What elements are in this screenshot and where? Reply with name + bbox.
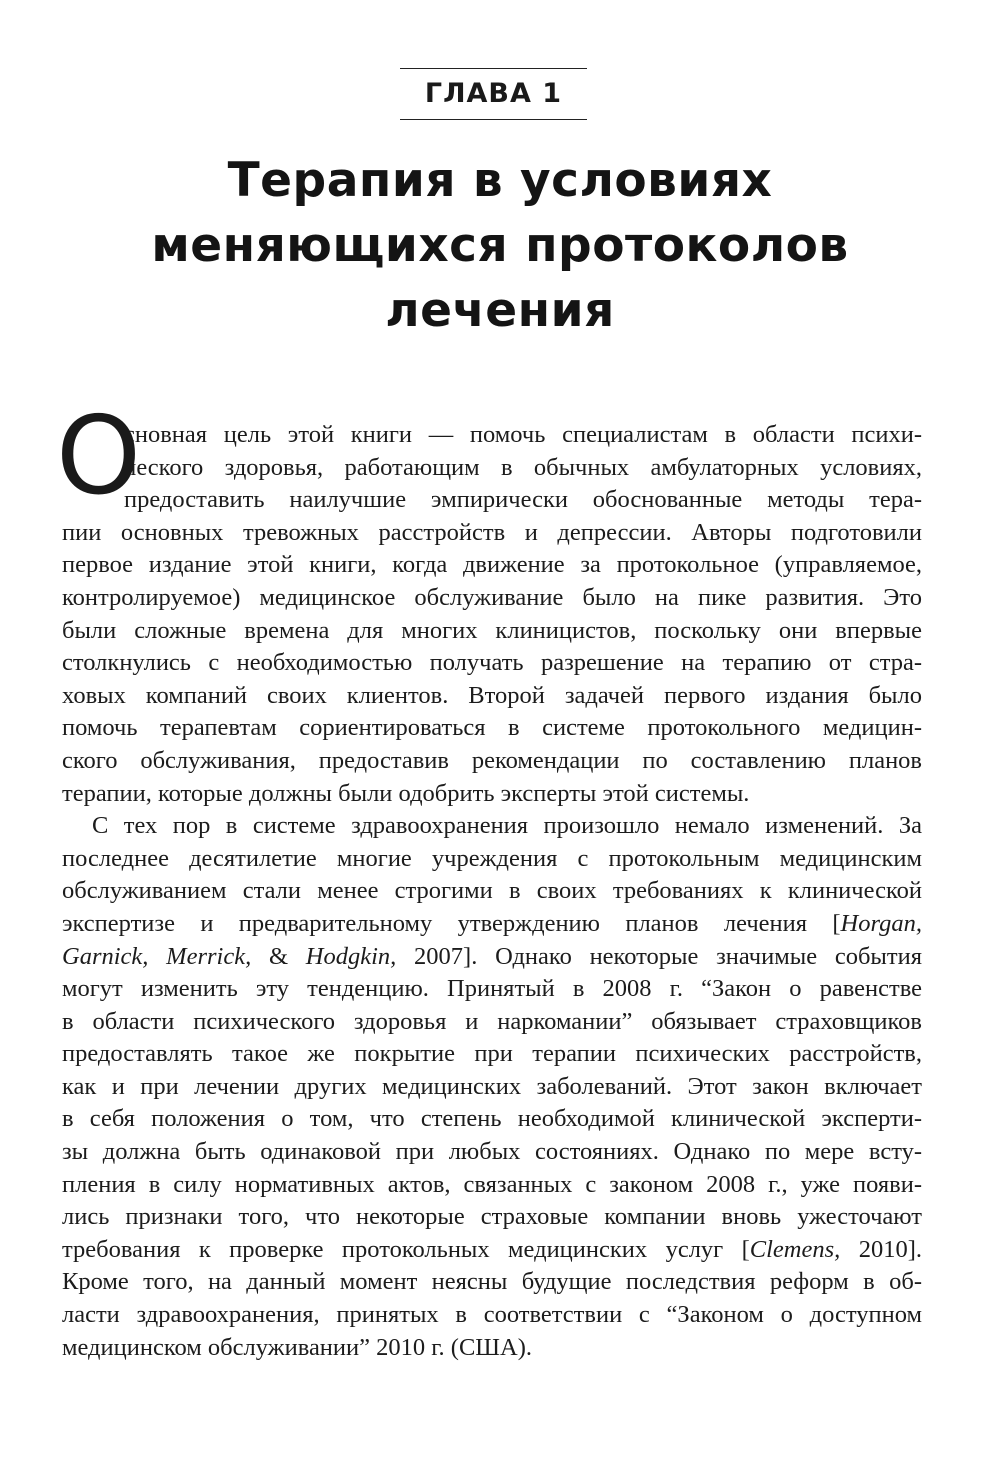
text-line-citation [62, 908, 922, 941]
text-line-citation [62, 1234, 922, 1267]
text-line: могут изменить эту тенденцию. Принятый в 2008 г. “Закон о равенстве [62, 975, 922, 1003]
text-line: сновная цель этой книги — помочь специалистам в области психи- [124, 421, 922, 448]
chapter-title [60, 148, 940, 343]
chapter-title-line: лечения [385, 283, 615, 338]
text-line: медицинском обслуживании” 2010 г. (США). [62, 1333, 532, 1361]
text-line: лись признаки того, что некоторые страховые компании вновь ужесточают [62, 1203, 922, 1231]
chapter-rule-bottom [400, 119, 587, 120]
citation-text: 2007]. Однако некоторые значимые события [396, 942, 922, 970]
text-line-citation [62, 941, 922, 974]
citation-author: Garnick, Merrick, [62, 942, 252, 970]
text-line: ского обслуживания, предоставив рекомендации по составлению планов [62, 746, 922, 774]
text-line: как и при лечении других медицинских заболеваний. Этот закон включает [62, 1072, 922, 1100]
text-line: ласти здравоохранения, принятых в соответствии с “Законом о доступном [62, 1301, 922, 1329]
text-line: контролируемое) медицинское обслуживание было на пике развития. Это [62, 583, 922, 611]
text-line: С тех пор в системе здравоохранения произошло немало изменений. За [92, 812, 922, 840]
text-line: ческого здоровья, работающим в обычных амбулаторных условиях, [124, 453, 922, 481]
citation-text: экспертизе и предварительному утверждению планов лечения [ [62, 909, 841, 937]
chapter-label: ГЛАВА 1 [424, 78, 563, 109]
text-line: предоставить наилучшие эмпирически обоснованные методы тера- [124, 486, 922, 514]
chapter-title-line: Терапия в условиях [227, 153, 773, 208]
citation-text: 2010]. [840, 1235, 922, 1263]
citation-author: Hodgkin, [305, 942, 397, 970]
text-line: пления в силу нормативных актов, связанных с законом 2008 г., уже появи- [62, 1170, 922, 1198]
text-line: помочь терапевтам сориентироваться в системе протокольного медицин- [62, 714, 922, 742]
text-line: обслуживанием стали менее строгими в своих требованиях к клинической [62, 877, 922, 905]
paragraph-2 [62, 810, 922, 1364]
text-line: последнее десятилетие многие учреждения с протокольным медицинским [62, 844, 922, 872]
text-line: были сложные времена для многих клиницистов, поскольку они впервые [62, 616, 922, 644]
text-line: предоставлять такое же покрытие при терапии психических расстройств, [62, 1040, 922, 1068]
citation-author: Horgan, [840, 909, 922, 937]
paragraph-1 [56, 394, 922, 810]
citation-author: Clemens, [749, 1235, 841, 1263]
text-line: ховых компаний своих клиентов. Второй задачей первого издания было [62, 681, 922, 709]
drop-cap: О [56, 394, 142, 519]
text-line: Кроме того, на данный момент неясны будущие последствия реформ в об- [62, 1268, 922, 1296]
body-text [56, 394, 922, 1364]
citation-text: & [251, 942, 306, 970]
text-line: в себя положения о том, что степень необходимой клинической эксперти- [62, 1105, 922, 1133]
text-line: зы должна быть одинаковой при любых состояниях. Однако по мере всту- [62, 1138, 922, 1166]
text-line: первое издание этой книги, когда движение за протокольное (управляемое, [62, 551, 922, 579]
text-line: в области психического здоровья и наркомании” обязывает страховщиков [62, 1007, 922, 1035]
chapter-heading [400, 68, 587, 120]
text-line: пии основных тревожных расстройств и депрессии. Авторы подготовили [62, 518, 922, 546]
text-line: столкнулись с необходимостью получать разрешение на терапию от стра- [62, 649, 922, 677]
text-line: терапии, которые должны были одобрить эксперты этой системы. [62, 779, 750, 807]
chapter-title-line: меняющихся протоколов [151, 218, 849, 273]
citation-text: требования к проверке протокольных медицинских услуг [ [62, 1235, 750, 1263]
